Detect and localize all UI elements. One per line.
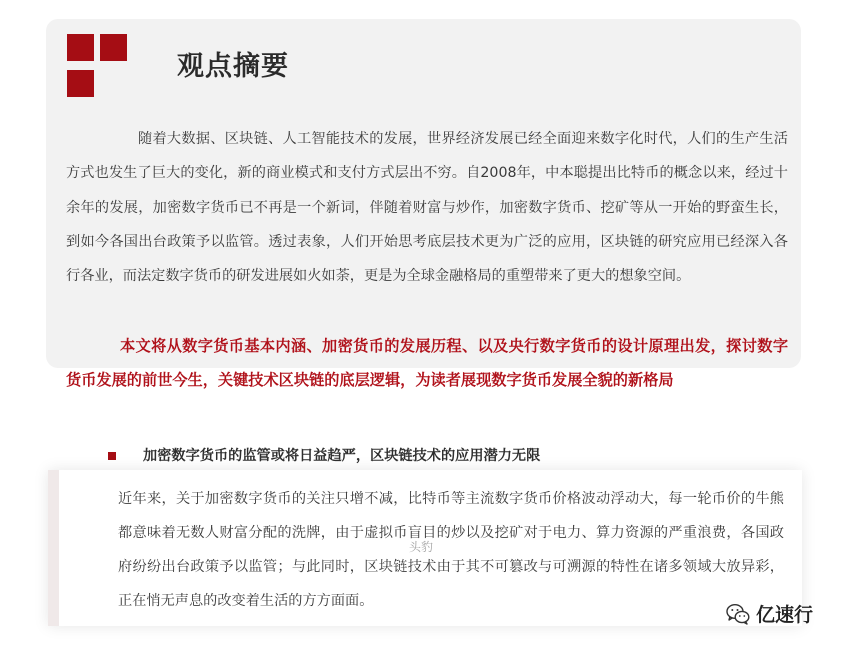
highlight-paragraph: 本文将从数字货币基本内涵、加密货币的发展历程、以及央行数字货币的设计原理出发，探讨数字货币发展的前世今生，关键技术区块链的底层逻辑，为读者展现数字货币发展全貌的新格局 bbox=[66, 337, 788, 389]
page-title: 观点摘要 bbox=[177, 51, 289, 82]
watermark: 头豹 bbox=[409, 540, 434, 554]
brand bbox=[726, 600, 813, 627]
detail-paragraph: 近年来，关于加密数字货币的关注只增不减，比特币等主流数字货币价格波动浮动大，每一轮币价的牛熊都意味着无数人财富分配的洗牌，由于虚拟币盲目的炒以及挖矿对于电力、算力资源的严重浪费，各国政府纷纷出台政策予以监管；与此同时，区块链技术由于其不可篡改与可溯源的特性在诸多领域大放异彩，正在悄无声息的改变着生活的方方面面。 bbox=[118, 491, 784, 609]
logo-square bbox=[67, 70, 94, 97]
wechat-icon bbox=[726, 603, 750, 625]
logo-square bbox=[100, 34, 127, 61]
bullet-heading: 加密数字货币的监管或将日益趋严，区块链技术的应用潜力无限 bbox=[143, 448, 541, 464]
bullet-marker bbox=[108, 452, 116, 460]
logo-square bbox=[67, 34, 94, 61]
intro-paragraph: 随着大数据、区块链、人工智能技术的发展，世界经济发展已经全面迎来数字化时代，人们的生产生活方式也发生了巨大的变化，新的商业模式和支付方式层出不穷。自2008年，中本聪提出比特币的概念以来，经过十余年的发展，加密数字货币已不再是一个新词，伴随着财富与炒作，加密数字货币、挖矿等从一开始的野蛮生长，到如今各国出台政策予以监管。透过表象，人们开始思考底层技术更为广泛的应用，区块链的研究应用已经深入各行各业，而法定数字货币的研发进展如火如荼，更是为全球金融格局的重塑带来了更大的想象空间。 bbox=[66, 131, 788, 285]
brand-name: 亿速行 bbox=[756, 604, 814, 626]
detail-accent-bar bbox=[48, 470, 59, 626]
